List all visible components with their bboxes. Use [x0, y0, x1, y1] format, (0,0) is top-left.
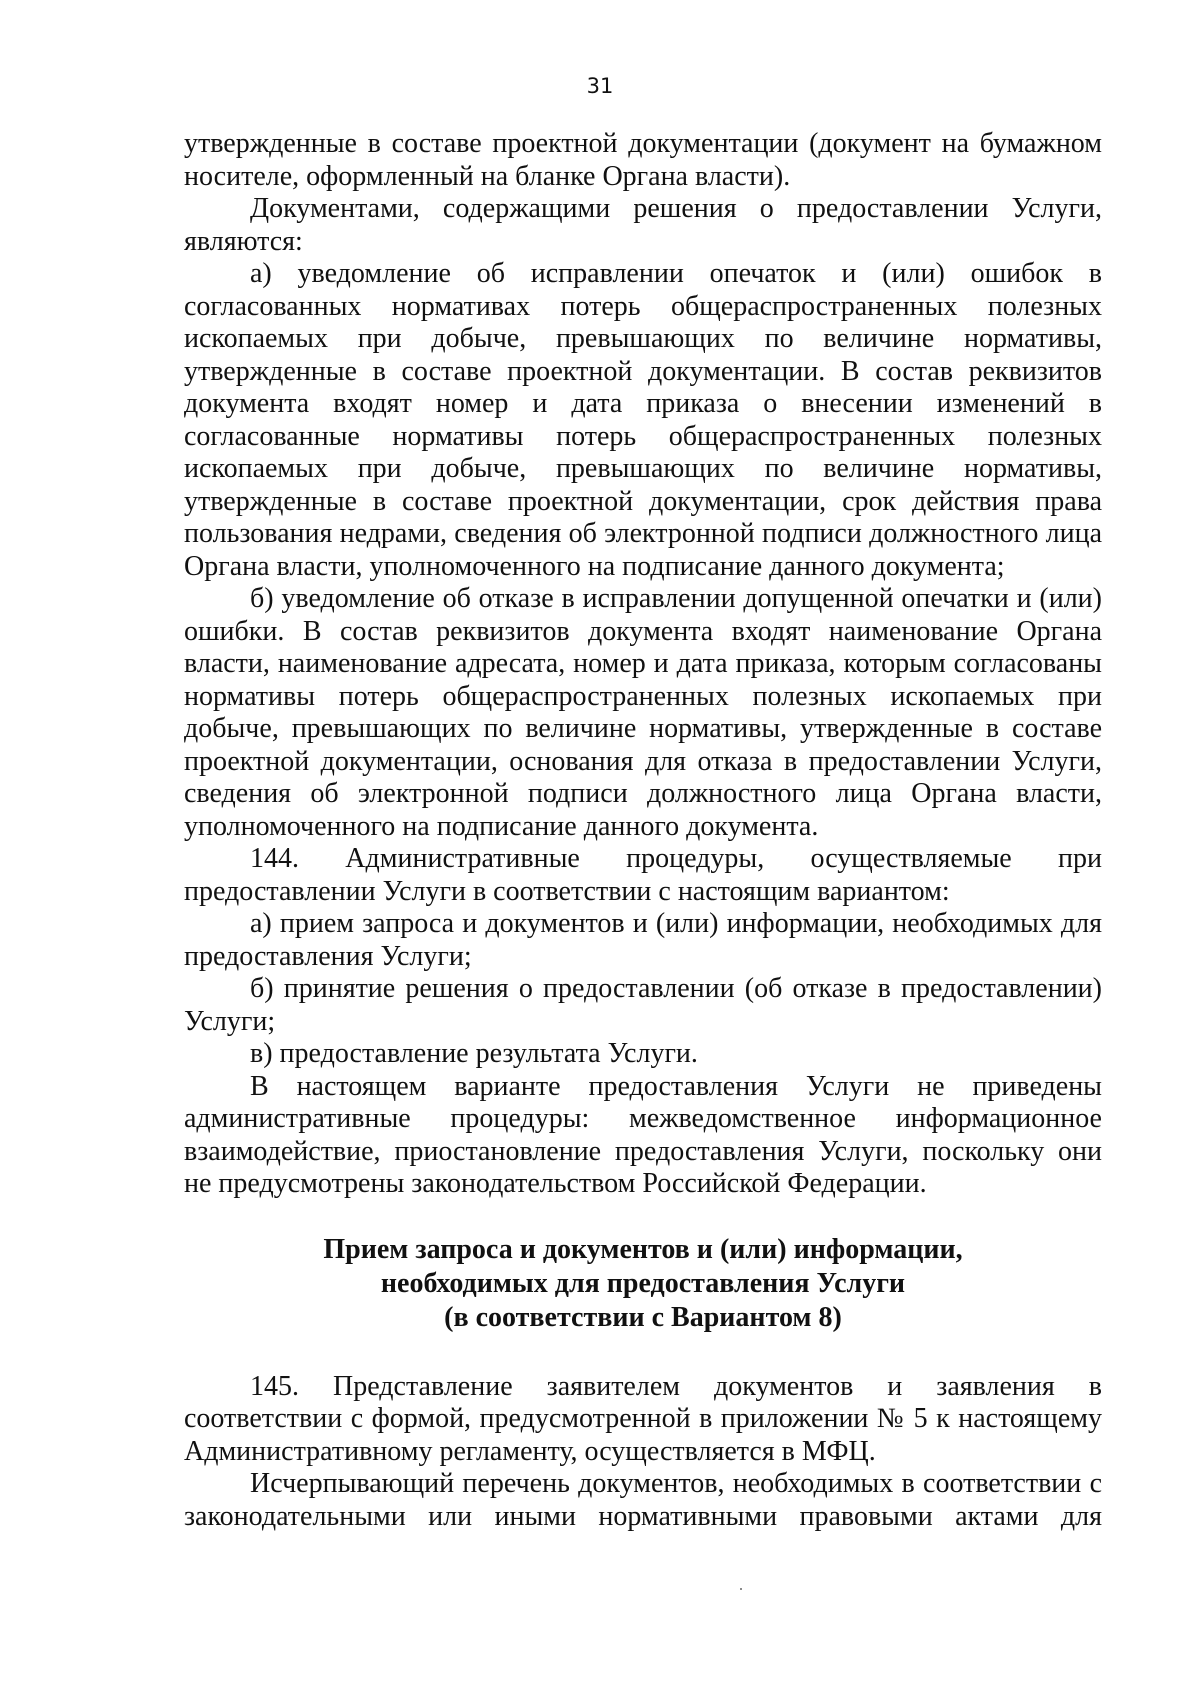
scan-speck — [740, 1588, 742, 1590]
paragraphs-before — [184, 128, 1102, 1201]
paragraph: утвержденные в составе проектной документации (документ на бумажном носителе, оформленный на бланке Органа власти). — [184, 128, 1102, 192]
heading-line: Прием запроса и документов и (или) информации, — [323, 1233, 963, 1265]
heading-line: (в соответствии с Вариантом 8) — [444, 1301, 842, 1333]
list-item: б) принятие решения о предоставлении (об отказе в предоставлении) Услуги; — [184, 973, 1102, 1037]
paragraph: В настоящем варианте предоставления Услуги не приведены административные процедуры: межведомственное информационное взаимодействие, приостановление предоставления Услуги, поскольку они не предусмотрены законодательством Российской Федерации. — [184, 1070, 1102, 1199]
document-body — [184, 128, 1102, 1533]
paragraph: 144. Административные процедуры, осуществляемые при предоставлении Услуги в соответствии с настоящим вариантом: — [184, 843, 1102, 907]
section-heading — [184, 1233, 1102, 1335]
page-number: 31 — [586, 74, 614, 98]
list-item: в) предоставление результата Услуги. — [250, 1038, 698, 1069]
paragraph: Документами, содержащими решения о предоставлении Услуги, являются: — [184, 193, 1102, 257]
paragraphs-after — [184, 1371, 1102, 1534]
list-item: а) прием запроса и документов и (или) информации, необходимых для предоставления Услуги; — [184, 908, 1102, 972]
paragraph: 145. Представление заявителем документов и заявления в соответствии с формой, предусмотренной в приложении № 5 к настоящему Административному регламенту, осуществляется в МФЦ. — [184, 1370, 1102, 1467]
heading-line: необходимых для предоставления Услуги — [380, 1267, 906, 1299]
paragraph: а) уведомление об исправлении опечаток и (или) ошибок в согласованных нормативах потерь общераспространенных полезных ископаемых при добыче, превышающих по величине нормативы, утвержденные в составе проектной документации. В состав реквизитов документа входят номер и дата приказа о внесении изменений в согласованные нормативы потерь общераспространенных полезных ископаемых при добыче, превышающих по величине нормативы, утвержденные в составе проектной документации, срок действия права пользования недрами, сведения об электронной подписи должностного лица Органа власти, уполномоченного на подписание данного документа; — [184, 258, 1102, 582]
paragraph: б) уведомление об отказе в исправлении допущенной опечатки и (или) ошибки. В состав реквизитов документа входят наименование Органа власти, наименование адресата, номер и дата приказа, которым согласованы нормативы потерь общераспространенных полезных ископаемых при добыче, превышающих по величине нормативы, утвержденные в составе проектной документации, основания для отказа в предоставлении Услуги, сведения об электронной подписи должностного лица Органа власти, уполномоченного на подписание данного документа. — [184, 583, 1102, 842]
paragraph: Исчерпывающий перечень документов, необходимых в соответствии с законодательными или иными нормативными правовыми актами для — [184, 1468, 1102, 1532]
